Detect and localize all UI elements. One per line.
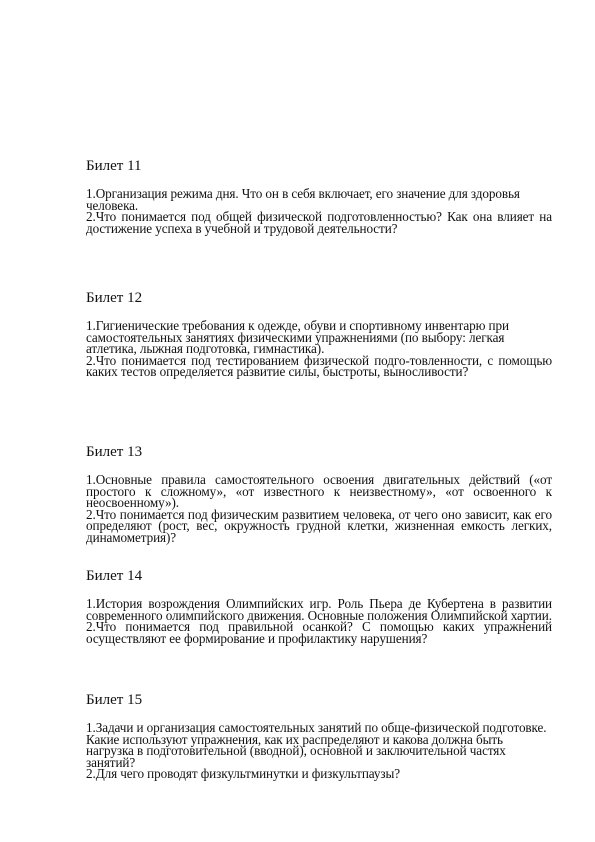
ticket-title: Билет 15 xyxy=(86,692,143,708)
ticket-title: Билет 12 xyxy=(86,290,143,306)
question-2: 2.Для чего проводят физкультминутки и физкультпаузы? xyxy=(86,766,401,782)
question-1: 1.Организация режима дня. Что он в себя включает, его значение для здоровья человека. xyxy=(86,186,520,213)
question-2: 2.Что понимается под физическим развитием человека, от чего оно зависит, как его определяют (рост, вес, окружность грудной клетки, жизненная емкость легких, динамометрия)? xyxy=(86,506,552,545)
ticket-title: Билет 13 xyxy=(86,444,143,460)
ticket-title: Билет 14 xyxy=(86,568,143,584)
ticket-11 xyxy=(86,158,552,234)
ticket-12 xyxy=(86,290,552,378)
question-1: 1.Гигиенические требования к одежде, обуви и спортивному инвентарю при самостоятельных занятиях физическими упражнениями (по выбору: легкая атлетика, лыжная подготовка, гимнастика). xyxy=(86,318,509,357)
question-2: 2.Что понимается под правильной осанкой? С помощью каких упражнений осуществляют ее формирование и профилактику нарушения? xyxy=(86,619,552,646)
question-2: 2.Что понимается под общей физической подготовленностью? Как она влияет на достижение успеха в учебной и трудовой деятельности? xyxy=(86,209,552,236)
question-1: 1.История возрождения Олимпийских игр. Роль Пьера де Кубертена в развитии современного олимпийского движения. Основные положения Олимпийской хартии. xyxy=(86,596,552,623)
ticket-14 xyxy=(86,568,552,644)
question-1: 1.Основные правила самостоятельного освоения двигательных действий («от простого к сложному», «от известного к неизвестному», «от освоенного к неосвоенному»). xyxy=(86,472,552,511)
question-1: 1.Задачи и организация самостоятельных занятий по обще-физической подготовке. Какие используют упражнения, как их распределяют и какова должна быть нагрузка в подготовительной (вводной), основной и заключительной частях занятий? xyxy=(86,720,547,770)
ticket-15 xyxy=(86,692,552,780)
ticket-13 xyxy=(86,444,552,544)
ticket-title: Билет 11 xyxy=(86,158,142,174)
question-2: 2.Что понимается под тестированием физической подго-товленности, с помощью каких тестов определяется развитие силы, быстроты, выносливости? xyxy=(86,352,552,380)
